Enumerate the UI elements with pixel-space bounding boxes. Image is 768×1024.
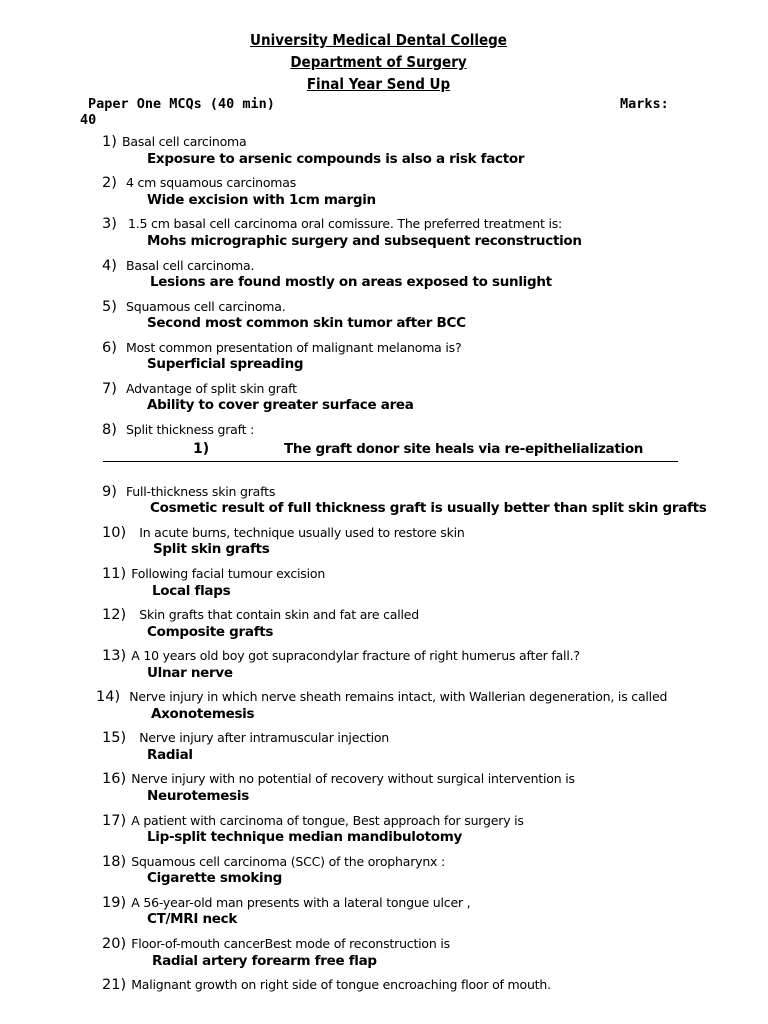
question-text: 4 cm squamous carcinomas xyxy=(125,175,297,190)
exam-title: Final Year Send Up xyxy=(306,75,451,93)
question-item xyxy=(102,213,562,232)
question-text: Basal cell carcinoma xyxy=(121,134,247,149)
question-item xyxy=(102,172,296,191)
question-text: Squamous cell carcinoma (SCC) of the oropharynx : xyxy=(131,854,446,869)
question-text: A patient with carcinoma of tongue, Best approach for surgery is xyxy=(131,813,524,828)
question-item xyxy=(102,563,325,582)
question-text: A 56-year-old man presents with a lateral tongue ulcer , xyxy=(131,895,471,910)
answer-text: Radial artery forearm free flap xyxy=(152,953,377,969)
answer-text: Cosmetic result of full thickness graft is usually better than split skin grafts xyxy=(150,500,707,516)
question-text: Malignant growth on right side of tongue encroaching floor of mouth. xyxy=(131,977,551,992)
answer-text: Wide excision with 1cm margin xyxy=(147,192,376,208)
question-item xyxy=(102,727,389,746)
question-item xyxy=(102,892,470,911)
question-number: 19) xyxy=(102,895,127,911)
question-item xyxy=(102,522,465,541)
paper-label: Paper One MCQs (40 min) xyxy=(88,96,275,112)
question-number: 13) xyxy=(102,648,127,664)
question-text: Floor-of-mouth cancerBest mode of reconstruction is xyxy=(131,936,450,951)
marks-value: 40 xyxy=(80,112,97,128)
question-item xyxy=(102,419,254,438)
question-item xyxy=(102,337,461,356)
answer-text: CT/MRI neck xyxy=(147,911,238,927)
question-item xyxy=(102,604,419,623)
question-number: 18) xyxy=(102,854,127,870)
marks-label: Marks: xyxy=(620,96,669,112)
question-text: In acute burns, technique usually used to restore skin xyxy=(139,525,465,540)
question-text: A 10 years old boy got supracondylar fracture of right humerus after fall.? xyxy=(131,648,580,663)
question-number: 10) xyxy=(102,525,127,541)
question-number: 4) xyxy=(102,258,117,274)
question-text: Split thickness graft : xyxy=(125,422,255,437)
question-number: 5) xyxy=(102,299,117,315)
question-text: Nerve injury with no potential of recovery without surgical intervention is xyxy=(131,771,575,786)
sub-answer-text: The graft donor site heals via re-epithelialization xyxy=(284,441,644,457)
question-number: 6) xyxy=(102,340,117,356)
question-text: Squamous cell carcinoma. xyxy=(125,299,286,314)
answer-text: Axonotemesis xyxy=(151,706,255,722)
answer-text: Radial xyxy=(147,747,193,763)
answer-text: Cigarette smoking xyxy=(147,870,283,886)
question-number: 12) xyxy=(102,607,127,623)
answer-text: Ability to cover greater surface area xyxy=(147,397,414,413)
answer-text: Lesions are found mostly on areas exposed to sunlight xyxy=(150,274,552,290)
answer-text: Split skin grafts xyxy=(153,541,270,557)
question-number: 11) xyxy=(102,566,127,582)
question-item xyxy=(102,645,580,664)
question-text: Nerve injury after intramuscular injection xyxy=(139,730,390,745)
question-item xyxy=(102,378,297,397)
answer-text: Local flaps xyxy=(152,583,231,599)
question-text: Nerve injury in which nerve sheath remains intact, with Wallerian degeneration, is called xyxy=(129,689,668,704)
question-item xyxy=(102,255,254,274)
answer-text: Mohs micrographic surgery and subsequent reconstruction xyxy=(147,233,582,249)
question-item xyxy=(102,933,450,952)
question-number: 20) xyxy=(102,936,127,952)
question-item xyxy=(102,810,524,829)
question-item xyxy=(102,768,575,787)
answer-text: Ulnar nerve xyxy=(147,665,233,681)
question-text: Advantage of split skin graft xyxy=(125,381,297,396)
question-text: Skin grafts that contain skin and fat are called xyxy=(139,607,420,622)
question-text: 1.5 cm basal cell carcinoma oral comissure. The preferred treatment is: xyxy=(127,216,563,231)
question-item xyxy=(102,296,285,315)
sub-answer-number: 1) xyxy=(193,441,210,457)
question-number: 21) xyxy=(102,977,127,993)
question-item xyxy=(102,974,551,993)
answer-text: Superficial spreading xyxy=(147,356,304,372)
question-item xyxy=(102,851,445,870)
answer-text: Composite grafts xyxy=(147,624,274,640)
question-number: 2) xyxy=(102,175,117,191)
question-number: 9) xyxy=(102,484,117,500)
question-text: Following facial tumour excision xyxy=(131,566,326,581)
question-item xyxy=(96,686,667,705)
answer-text: Lip-split technique median mandibulotomy xyxy=(147,829,462,845)
question-number: 7) xyxy=(102,381,117,397)
question-text: Basal cell carcinoma. xyxy=(125,258,255,273)
question-number: 16) xyxy=(102,771,127,787)
answer-text: Exposure to arsenic compounds is also a risk factor xyxy=(147,151,525,167)
question-number: 15) xyxy=(102,730,127,746)
question-number: 8) xyxy=(102,422,117,438)
question-number: 17) xyxy=(102,813,127,829)
question-number: 1) xyxy=(102,134,117,150)
department-title: Department of Surgery xyxy=(290,53,467,71)
answer-text: Neurotemesis xyxy=(147,788,249,804)
question-number: 14) xyxy=(96,689,121,705)
question-text: Most common presentation of malignant melanoma is? xyxy=(125,340,462,355)
question-item xyxy=(102,131,246,150)
question-text: Full-thickness skin grafts xyxy=(125,484,276,499)
divider-line xyxy=(103,461,678,462)
question-number: 3) xyxy=(102,216,117,232)
college-title: University Medical Dental College xyxy=(250,31,507,49)
answer-text: Second most common skin tumor after BCC xyxy=(147,315,466,331)
question-item xyxy=(102,481,275,500)
